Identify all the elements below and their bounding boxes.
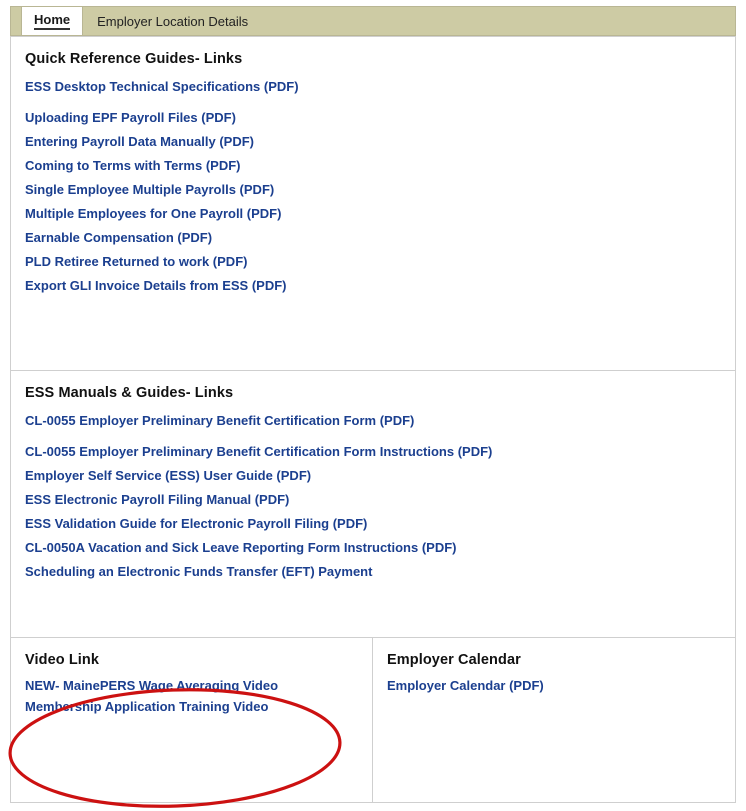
tab-employer-location-details-label: Employer Location Details — [97, 13, 249, 29]
section-video-link — [11, 638, 373, 802]
link-export-gli-invoice-details-from-ess[interactable]: Export GLI Invoice Details from ESS (PDF) — [25, 278, 287, 293]
link-ess-validation-guide-for-electronic-payroll-filing[interactable]: ESS Validation Guide for Electronic Payroll Filing (PDF) — [25, 516, 368, 531]
link-multiple-employees-for-one-payroll[interactable]: Multiple Employees for One Payroll (PDF) — [25, 206, 282, 221]
link-pld-retiree-returned-to-work[interactable]: PLD Retiree Returned to work (PDF) — [25, 254, 248, 269]
link-cl-0050a-vacation-and-sick-leave-reporting-form-instructions[interactable]: CL-0050A Vacation and Sick Leave Reporting Form Instructions (PDF) — [25, 540, 457, 555]
link-uploading-epf-payroll-files[interactable]: Uploading EPF Payroll Files (PDF) — [25, 110, 236, 125]
link-employer-self-service-user-guide[interactable]: Employer Self Service (ESS) User Guide (PDF) — [25, 468, 312, 483]
link-ess-desktop-technical-specifications[interactable]: ESS Desktop Technical Specifications (PDF) — [25, 79, 299, 94]
link-single-employee-multiple-payrolls[interactable]: Single Employee Multiple Payrolls (PDF) — [25, 182, 275, 197]
section-quick-reference-guides — [11, 37, 735, 371]
link-mainepers-wage-averaging-video[interactable]: NEW- MainePERS Wage Averaging Video — [25, 678, 279, 693]
link-ess-electronic-payroll-filing-manual[interactable]: ESS Electronic Payroll Filing Manual (PDF) — [25, 492, 290, 507]
section-ess-manuals-guides — [11, 371, 735, 635]
link-earnable-compensation[interactable]: Earnable Compensation (PDF) — [25, 230, 213, 245]
ess-manuals-guides-title: ESS Manuals & Guides- Links — [25, 385, 234, 401]
employer-calendar-title: Employer Calendar — [387, 652, 521, 668]
link-cl-0055-employer-preliminary-benefit-certification-form[interactable]: CL-0055 Employer Preliminary Benefit Certification Form (PDF) — [25, 413, 415, 428]
link-entering-payroll-data-manually[interactable]: Entering Payroll Data Manually (PDF) — [25, 134, 254, 149]
bottom-columns — [11, 637, 735, 802]
link-coming-to-terms-with-terms[interactable]: Coming to Terms with Terms (PDF) — [25, 158, 241, 173]
link-employer-calendar-pdf[interactable]: Employer Calendar (PDF) — [387, 678, 544, 693]
link-cl-0055-employer-preliminary-benefit-certification-form-instructions[interactable]: CL-0055 Employer Preliminary Benefit Certification Form Instructions (PDF) — [25, 444, 493, 459]
tab-bar — [10, 6, 736, 36]
video-link-title: Video Link — [25, 652, 100, 668]
section-employer-calendar — [373, 638, 735, 802]
quick-reference-guides-title: Quick Reference Guides- Links — [25, 51, 243, 67]
tab-employer-location-details[interactable] — [83, 7, 262, 35]
link-membership-application-training-video[interactable]: Membership Application Training Video — [25, 699, 269, 714]
tab-home[interactable] — [21, 7, 83, 35]
content-panel — [10, 36, 736, 803]
link-scheduling-an-electronic-funds-transfer-payment[interactable]: Scheduling an Electronic Funds Transfer (EFT) Payment — [25, 564, 373, 579]
tab-home-label: Home — [34, 12, 70, 30]
